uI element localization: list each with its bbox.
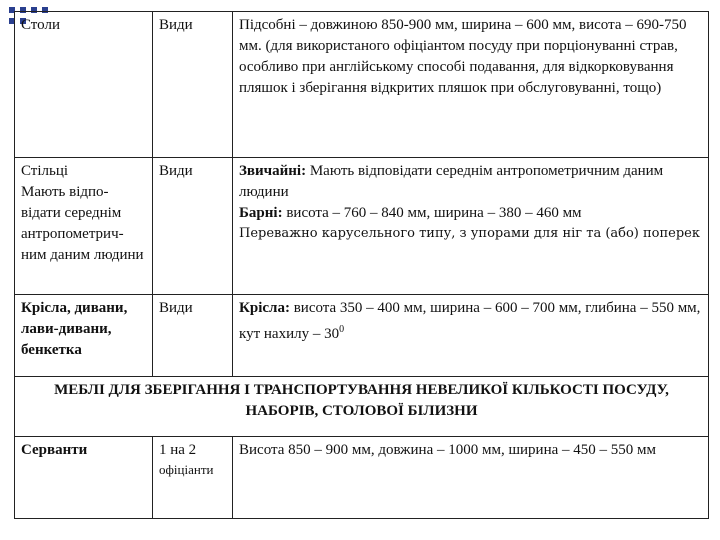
section-header: МЕБЛІ ДЛЯ ЗБЕРІГАННЯ І ТРАНСПОРТУВАННЯ НЕВЕЛИКОЇ КІЛЬКОСТІ ПОСУДУ, НАБОРІВ, СТОЛОВОЇ БІЛИЗНИ bbox=[15, 377, 709, 437]
section-header-row bbox=[15, 377, 709, 437]
row1-desc: Підсобні – довжиною 850-900 мм, ширина – 600 мм, висота – 690-750 мм. (для використаного офіціантом посуду при порціонуванні страв, особливо при англійському способі подавання, для відкорковування пляшок і зберігання відкритих пляшок при обслуговуванні, тощо) bbox=[233, 12, 709, 158]
row2-desc: Звичайні: Мають відповідати середнім антропометричним даним людини Барні: висота – 760 – 840 мм, ширина – 380 – 460 мм Переважно карусельного типу, з упорами для ніг та (або) поперек bbox=[233, 158, 709, 295]
row2-subtitle: Мають відпо-відати середнім антропометрич-ним даним людини bbox=[21, 184, 144, 263]
row1-name: Столи bbox=[15, 12, 153, 158]
table-row bbox=[15, 295, 709, 377]
row4-desc: Висота 850 – 900 мм, довжина – 1000 мм, ширина – 450 – 550 мм bbox=[233, 437, 709, 519]
furniture-table bbox=[14, 11, 709, 519]
row3-name: Крісла, дивани, лави-дивани, бенкетка bbox=[15, 295, 153, 377]
row2-note: Переважно карусельного типу, з упорами для ніг та (або) поперек bbox=[239, 226, 700, 241]
row3-kind: Види bbox=[153, 295, 233, 377]
table-row bbox=[15, 158, 709, 295]
row1-kind: Види bbox=[153, 12, 233, 158]
row3-desc: Крісла: висота 350 – 400 мм, ширина – 600 – 700 мм, глибина – 550 мм, кут нахилу – $30^0$ bbox=[233, 295, 709, 377]
table-row bbox=[15, 437, 709, 519]
row2-kind: Види bbox=[153, 158, 233, 295]
row4-name: Серванти bbox=[15, 437, 153, 519]
table-row bbox=[15, 12, 709, 158]
row2-title: Стільці bbox=[21, 163, 69, 179]
row2-name bbox=[15, 158, 153, 295]
row4-kind: 1 на 2 офіціанти bbox=[153, 437, 233, 519]
